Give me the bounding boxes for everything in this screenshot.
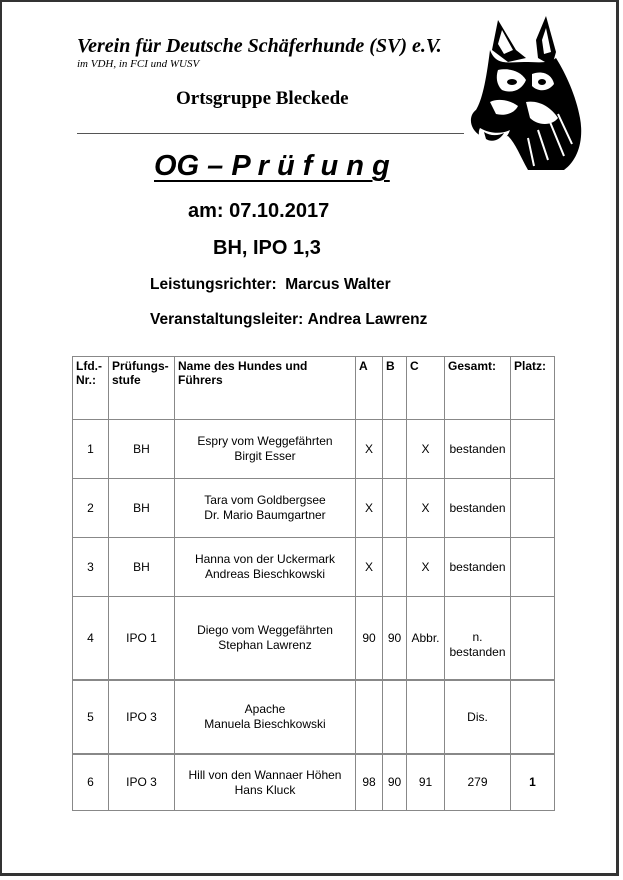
row-score-a: 98 <box>356 754 383 811</box>
dog-name: Hanna von der Uckermark <box>194 552 336 566</box>
header-nr: Lfd.- Nr.: <box>73 357 109 420</box>
row-nr: 5 <box>73 680 109 754</box>
row-score-c: X <box>407 420 445 479</box>
dog-name: Espry vom Weggefährten <box>197 434 333 448</box>
header-level: Prüfungs- stufe <box>109 357 175 420</box>
row-score-c <box>407 680 445 754</box>
association-name: Verein für Deutsche Schäferhunde (SV) e.V. <box>77 35 442 57</box>
row-total: bestanden <box>445 538 511 597</box>
row-dog-handler <box>175 754 356 811</box>
row-score-c: 91 <box>407 754 445 811</box>
exam-date: am: 07.10.2017 <box>188 200 330 222</box>
handler-name: Dr. Mario Baumgartner <box>204 508 326 522</box>
handler-name: Hans Kluck <box>234 782 296 797</box>
exam-classes: BH, IPO 1,3 <box>213 237 321 259</box>
row-score-c: Abbr. <box>407 597 445 681</box>
row-level: BH <box>109 479 175 538</box>
table-row <box>73 479 555 538</box>
row-score-a: X <box>356 420 383 479</box>
row-nr: 3 <box>73 538 109 597</box>
event-leader-line <box>150 311 427 329</box>
row-nr: 2 <box>73 479 109 538</box>
row-dog-handler <box>175 538 356 597</box>
header-b: B <box>383 357 407 420</box>
row-level: BH <box>109 538 175 597</box>
table-row <box>73 597 555 681</box>
row-level: IPO 3 <box>109 680 175 754</box>
row-dog-handler <box>175 479 356 538</box>
row-level: IPO 3 <box>109 754 175 811</box>
event-leader-name: Andrea Lawrenz <box>307 311 428 328</box>
row-place <box>511 597 555 681</box>
table-header-row <box>73 357 555 420</box>
row-nr: 6 <box>73 754 109 811</box>
event-leader-label: Veranstaltungsleiter: <box>150 311 304 328</box>
header-total: Gesamt: <box>445 357 511 420</box>
row-place <box>511 479 555 538</box>
row-score-b <box>383 680 407 754</box>
row-total: bestanden <box>445 420 511 479</box>
row-dog-handler <box>175 420 356 479</box>
header-c: C <box>407 357 445 420</box>
row-score-a: 90 <box>356 597 383 681</box>
table-row <box>73 680 555 754</box>
header-divider <box>77 133 464 134</box>
row-nr: 1 <box>73 420 109 479</box>
row-dog-handler <box>175 680 356 754</box>
row-total: 279 <box>445 754 511 811</box>
handler-name: Andreas Bieschkowski <box>204 567 326 581</box>
row-dog-handler <box>175 597 356 681</box>
row-total: bestanden <box>445 479 511 538</box>
row-score-a: X <box>356 479 383 538</box>
german-shepherd-head-icon <box>468 10 586 172</box>
row-level: IPO 1 <box>109 597 175 681</box>
header-a: A <box>356 357 383 420</box>
row-nr: 4 <box>73 597 109 681</box>
row-score-b <box>383 479 407 538</box>
table-row <box>73 538 555 597</box>
header-name: Name des Hundes und Führers <box>175 357 356 420</box>
row-level: BH <box>109 420 175 479</box>
row-score-b <box>383 420 407 479</box>
row-score-a <box>356 680 383 754</box>
row-place <box>511 420 555 479</box>
row-score-a: X <box>356 538 383 597</box>
judge-name: Marcus Walter <box>285 276 391 293</box>
dog-name: Diego vom Weggefährten <box>197 623 333 637</box>
table-row <box>73 754 555 811</box>
header-place: Platz: <box>511 357 555 420</box>
dog-name: Apache <box>244 702 286 716</box>
results-table <box>72 356 555 811</box>
row-score-b: 90 <box>383 754 407 811</box>
association-memberships: im VDH, in FCI und WUSV <box>77 58 200 70</box>
local-group-name: Ortsgruppe Bleckede <box>176 88 349 109</box>
handler-name: Manuela Bieschkowski <box>204 717 326 731</box>
row-score-b: 90 <box>383 597 407 681</box>
row-total: n. bestanden <box>445 597 511 681</box>
dog-name: Tara vom Goldbergsee <box>204 493 326 507</box>
row-place <box>511 680 555 754</box>
row-total: Dis. <box>445 680 511 754</box>
row-score-b <box>383 538 407 597</box>
handler-name: Birgit Esser <box>234 449 296 463</box>
table-row <box>73 420 555 479</box>
document-title: OG – P r ü f u n g <box>154 150 390 182</box>
row-score-c: X <box>407 479 445 538</box>
judge-line <box>150 276 391 294</box>
dog-name: Hill von den Wannaer Höhen <box>188 767 342 782</box>
row-place: 1 <box>511 754 555 811</box>
row-score-c: X <box>407 538 445 597</box>
handler-name: Stephan Lawrenz <box>218 638 312 652</box>
judge-label: Leistungsrichter: <box>150 276 277 293</box>
row-place <box>511 538 555 597</box>
